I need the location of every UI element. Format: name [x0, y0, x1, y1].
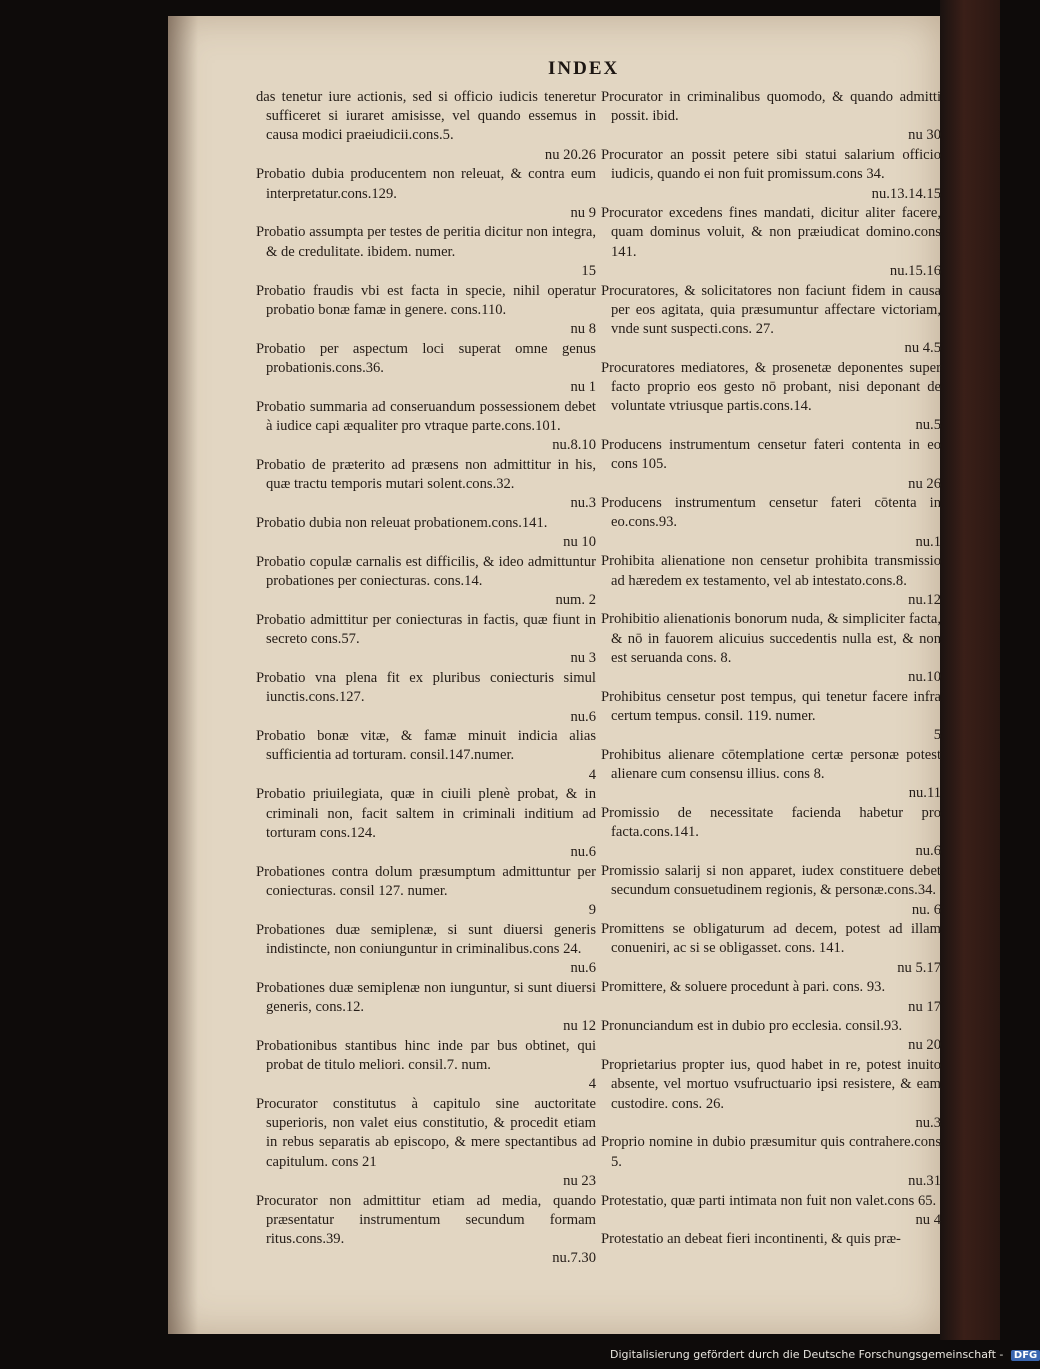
index-entry-reference: nu.8.10	[552, 437, 596, 454]
index-entry-reference: nu 1	[570, 379, 596, 396]
index-entry-reference: nu 3	[570, 650, 596, 667]
index-entry	[256, 1095, 596, 1191]
index-entry-reference: 9	[588, 902, 596, 919]
index-entry-text: Procurator an possit petere sibi statui salarium officio iudicis, quando ei non fuit promissum.cons 34.	[601, 147, 941, 183]
index-entry-text: Pronunciandum est in dubio pro ecclesia. consil.93.	[601, 1018, 903, 1035]
index-entry	[256, 611, 596, 669]
index-entry-reference: nu 20	[908, 1037, 941, 1054]
index-entry	[256, 727, 596, 785]
dfg-logo-icon: DFG	[1011, 1350, 1040, 1361]
index-entry-text: Probatio de præterito ad præsens non admittitur in his, quæ tractu temporis mutari solent.cons.32.	[256, 456, 596, 493]
index-entry-text: Probatio assumpta per testes de peritia dicitur non integra, & de credulitate. ibidem. numer.	[256, 224, 596, 260]
index-entry-reference: nu 30	[908, 127, 941, 144]
index-entry-text: Probatio summaria ad conseruandum possessionem debet à iudice capi æqualiter pro vtraque parte.cons.101.	[256, 398, 596, 434]
index-entry	[601, 88, 941, 146]
index-entry-text: Promissio de necessitate facienda habetur pro facta.cons.141.	[601, 805, 941, 841]
index-column-left	[256, 88, 596, 1269]
index-entry-reference: nu.5	[915, 417, 941, 434]
index-entry	[601, 610, 941, 687]
index-entry-text: Procuratores, & solicitatores non faciunt fidem in causa per eos agitata, quia præsumuntur affectare victoriam, vnde sunt suspecti.cons. 27.	[601, 282, 941, 337]
index-entry-text: Probatio priuilegiata, quæ in ciuili plenè probat, & in criminali non, facit saltem in criminali inditium ad torturam cons.124.	[256, 786, 596, 841]
index-entry-text: Probationes contra dolum præsumptum admittuntur per coniecturas. consil 127. numer.	[256, 863, 596, 899]
index-entry-reference: nu.31	[908, 1172, 941, 1189]
index-entry-reference: 5	[933, 727, 941, 744]
index-entry-reference: num. 2	[555, 592, 596, 609]
index-entry-reference: nu 10	[563, 534, 596, 551]
index-entry-text: Probatio dubia producentem non releuat, & contra eum interpretatur.cons.129.	[256, 166, 596, 202]
page-heading: INDEX	[548, 58, 620, 79]
index-entry	[601, 1192, 941, 1230]
index-entry-text: Probatio copulæ carnalis est difficilis, & ideo admittuntur probationes per coniecturas. cons.14.	[256, 553, 596, 590]
index-entry	[601, 920, 941, 978]
index-entry	[256, 398, 596, 456]
index-entry	[601, 1133, 941, 1191]
index-entry-reference: nu.6	[570, 843, 596, 860]
index-entry	[256, 88, 596, 165]
index-entry	[256, 863, 596, 921]
index-entry	[256, 165, 596, 223]
index-entry	[256, 340, 596, 398]
index-entry-text: Producens instrumentum censetur fateri contenta in eo cons 105.	[601, 437, 941, 473]
index-entry-text: Procurator excedens fines mandati, dicitur aliter facere, quam dominus voluit, & non præiudicat domino.cons 141.	[601, 205, 941, 260]
index-entry-text: Probatio fraudis vbi est facta in specie, nihil operatur probatio bonæ famæ in genere. cons.110.	[256, 282, 596, 318]
index-entry-reference: nu. 6	[911, 901, 941, 918]
index-entry-reference: nu 8	[570, 320, 596, 337]
index-entry	[256, 223, 596, 281]
index-entry-reference: nu 4.5	[904, 340, 941, 357]
index-entry	[256, 1192, 596, 1269]
index-entry-reference: nu.15.16	[889, 262, 941, 279]
index-entry-text: Probationibus stantibus hinc inde par bus obtinet, qui probat de titulo meliori. consil.7. num.	[256, 1037, 596, 1074]
index-entry	[256, 979, 596, 1037]
index-entry	[601, 359, 941, 436]
index-entry-reference: nu 26	[908, 475, 941, 492]
index-entry-text: Prohibita alienatione non censetur prohibita transmissio ad hæredem ex testamento, vel ab intestato.cons.8.	[601, 553, 941, 589]
book-spine	[940, 0, 1000, 1340]
index-entry-reference: nu 5.17	[897, 959, 941, 976]
page-gutter-shadow	[168, 16, 198, 1334]
index-entry-text: Promissio salarij si non apparet, iudex constituere debet secundum consuetudinem regionis, & personæ.cons.34.	[601, 863, 941, 899]
index-entry	[601, 436, 941, 494]
index-entry-reference: nu 9	[570, 204, 596, 221]
index-entry	[601, 862, 941, 920]
index-entry-reference: nu.6	[570, 708, 596, 725]
index-entry-text: Prohibitus alienare cōtemplatione certæ personæ potest alienare cum consensu illius. cons 8.	[601, 746, 941, 783]
index-entry	[601, 688, 941, 746]
index-entry-reference: nu 23	[563, 1172, 596, 1189]
index-entry	[601, 494, 941, 552]
index-entry-reference: nu.12	[908, 591, 941, 608]
index-entry-reference: 4	[588, 766, 596, 783]
index-entry-reference: nu.3	[915, 1114, 941, 1131]
index-entry	[601, 282, 941, 359]
index-entry-reference: nu.11	[908, 785, 941, 802]
index-entry	[256, 553, 596, 611]
index-entry-reference: nu.6	[915, 843, 941, 860]
index-entry	[601, 552, 941, 610]
index-entry-reference: nu.3	[570, 495, 596, 512]
index-entry-text: Protestatio, quæ parti intimata non fuit non valet.cons 65.	[601, 1192, 937, 1209]
index-entry-reference: nu 12	[563, 1018, 596, 1035]
index-entry-text: Probationes duæ semiplenæ, si sunt diuersi generis indistincte, non coniunguntur in criminalibus.cons 24.	[256, 921, 596, 957]
index-entry-text: Prohibitio alienationis bonorum nuda, & simpliciter facta, & nō in fauorem alicuius succedentis nulla est, & non est seruanda cons. 8.	[601, 611, 941, 666]
index-entry-text: Probatio vna plena fit ex pluribus coniecturis simul iunctis.cons.127.	[256, 670, 596, 706]
index-entry-reference: nu.1	[915, 533, 941, 550]
index-entry-reference: nu.7.30	[552, 1250, 596, 1267]
index-entry	[601, 1056, 941, 1133]
index-entry-reference: nu 4	[915, 1211, 941, 1228]
index-entry-text: Procuratores mediatores, & prosenetæ deponentes super facto proprio eos gesto nō probant, nisi deponant de voluntate vtriusque partis.cons.14.	[601, 359, 941, 415]
index-column-right	[601, 88, 941, 1250]
index-entry-reference: nu.13.14.15	[871, 185, 941, 202]
credit-text: Digitalisierung gefördert durch die Deutsche Forschungsgemeinschaft -	[610, 1348, 1004, 1361]
index-entry-reference: nu.10	[908, 669, 941, 686]
index-entry-text: Probatio bonæ vitæ, & famæ minuit indicia alias sufficientia ad torturam. consil.147.numer.	[256, 728, 596, 764]
index-entry-text: Prohibitus censetur post tempus, qui tenetur facere infra certum tempus. consil. 119. numer.	[601, 688, 941, 724]
index-entry-text: Probatio dubia non releuat probationem.cons.141.	[256, 514, 548, 531]
index-entry	[256, 1037, 596, 1095]
index-entry-reference: nu 17	[908, 998, 941, 1015]
index-entry	[256, 282, 596, 340]
index-entry-reference: nu.6	[570, 960, 596, 977]
index-entry-text: Procurator non admittitur etiam ad media, quando præsentatur instrumentum secundum formam ritus.cons.39.	[256, 1192, 596, 1247]
index-entry-reference: 15	[581, 262, 596, 279]
index-entry-text: Proprio nomine in dubio præsumitur quis contrahere.cons 5.	[601, 1134, 941, 1170]
index-entry	[256, 514, 596, 552]
index-entry-reference: nu 20.26	[544, 146, 596, 163]
index-entry-text: Promittens se obligaturum ad decem, potest ad illam conueniri, ac si se obligasset. cons. 141.	[601, 921, 941, 957]
index-entry	[601, 204, 941, 281]
index-entry	[601, 746, 941, 804]
index-entry-text: das tenetur iure actionis, sed si officio iudicis teneretur sufficeret si iuraret amisisse, vel quando essemus in causa modici praeiudicii.cons.5.	[256, 89, 596, 144]
index-entry	[256, 785, 596, 862]
index-entry	[601, 146, 941, 204]
index-entry-text: Probatio admittitur per coniecturas in factis, quæ fiunt in secreto cons.57.	[256, 611, 596, 648]
index-entry-text: Procurator constitutus à capitulo sine auctoritate superioris, non valet eius constitutio, & procedit etiam in rebus separatis ab episcopo, & mere spectantibus ad capitulum. cons 21	[256, 1096, 596, 1170]
index-entry	[601, 1230, 941, 1249]
index-entry-text: Producens instrumentum censetur fateri cōtenta in eo.cons.93.	[601, 495, 941, 531]
index-entry-text: Promittere, & soluere procedunt à pari. cons. 93.	[601, 979, 886, 996]
index-entry	[601, 978, 941, 1016]
index-entry	[256, 669, 596, 727]
digitization-credit	[610, 1348, 1038, 1361]
index-entry-text: Probationes duæ semiplenæ non iunguntur, si sunt diuersi generis, cons.12.	[256, 979, 596, 1016]
index-entry-text: Proprietarius propter ius, quod habet in re, potest inuito absente, vel mortuo vsufructuario ipsi resistere, & eam custodire. cons. 26.	[601, 1057, 941, 1112]
index-entry	[601, 1017, 941, 1055]
index-entry-text: Protestatio an debeat fieri incontinenti, & quis præ-	[601, 1231, 901, 1248]
index-entry	[601, 804, 941, 862]
index-entry-text: Probatio per aspectum loci superat omne genus probationis.cons.36.	[256, 340, 596, 376]
index-entry	[256, 456, 596, 514]
index-entry-text: Procurator in criminalibus quomodo, & quando admitti possit. ibid.	[601, 89, 941, 125]
index-entry-reference: 4	[588, 1076, 596, 1093]
index-entry	[256, 921, 596, 979]
